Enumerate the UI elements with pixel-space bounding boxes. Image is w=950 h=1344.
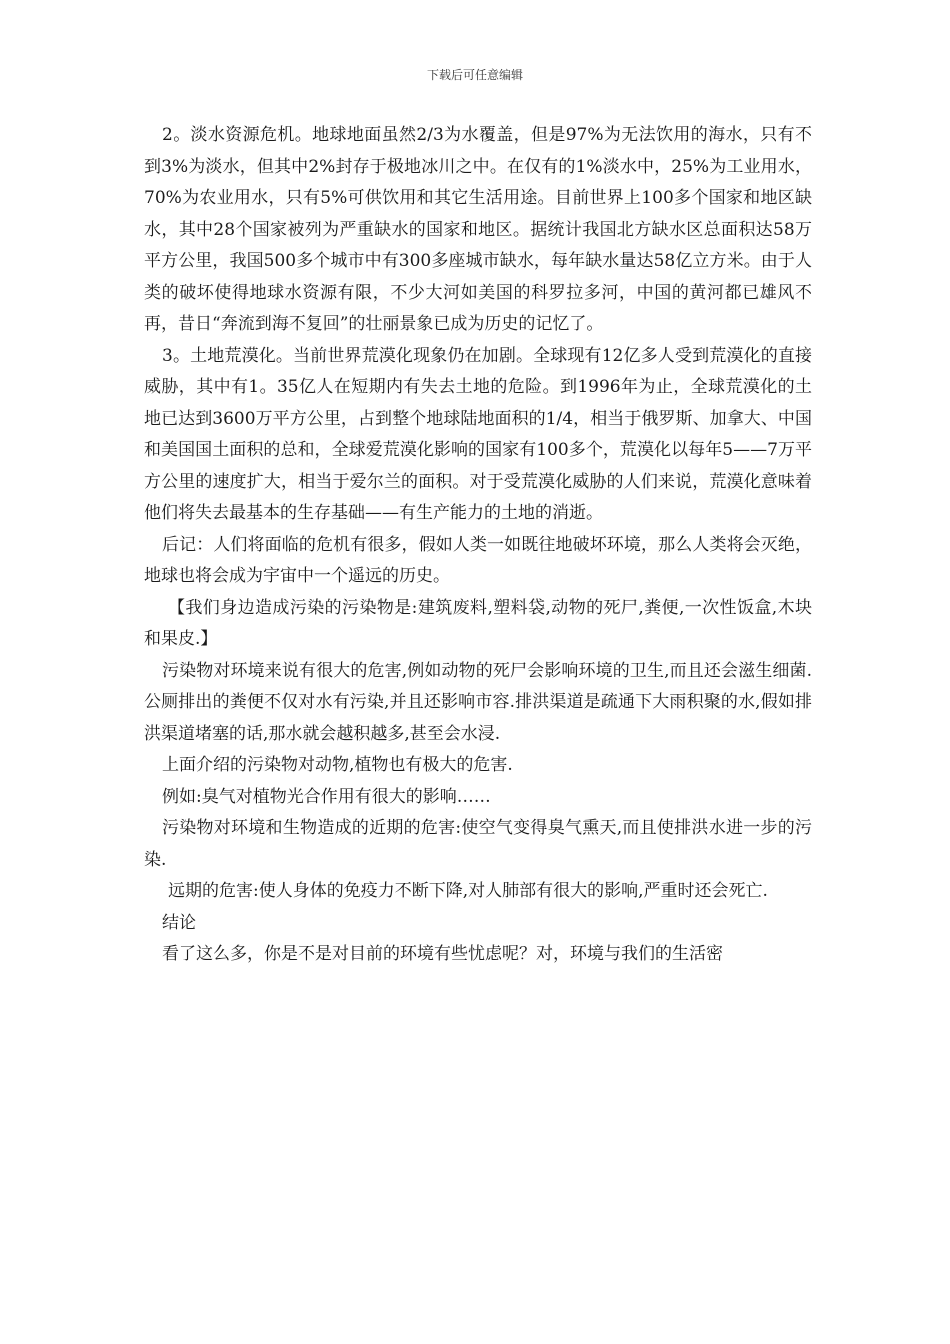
- paragraph-long-term-harm: 远期的危害:使人身体的免疫力不断下降,对人肺部有很大的影响,严重时还会死亡.: [168, 881, 768, 901]
- paragraph-desertification: 3。土地荒漠化。当前世界荒漠化现象仍在加剧。全球现有12亿多人受到荒漠化的直接威胁，其中有1。35亿人在短期内有失去土地的危险。到1996年为止，全球荒漠化的土地已达到3600万平方公里，占到整个地球陆地面积的1/4，相当于俄罗斯、加拿大、中国和美国国土面积的总和，全球爱荒漠化影响的国家有100多个，荒漠化以每年5——7万平方公里的速度扩大，相当于爱尔兰的面积。对于受荒漠化威胁的人们来说，荒漠化意味着他们将失去最基本的生存基础——有生产能力的土地的消逝。: [144, 345, 812, 523]
- page-header: 下载后可任意编辑: [426, 68, 523, 82]
- paragraph-pollutants-list: 【我们身边造成污染的污染物是:建筑废料,塑料袋,动物的死尸,粪便,一次性饭盒,木块和果皮.】: [144, 597, 812, 649]
- paragraph-pollutant-harm: 污染物对环境来说有很大的危害,例如动物的死尸会影响环境的卫生,而且还会滋生细菌.公厕排出的粪便不仅对水有污染,并且还影响市容.排洪渠道是疏通下大雨积聚的水,假如排洪渠道堵塞的话,那水就会越积越多,甚至会水浸.: [144, 660, 812, 744]
- paragraph-plant-animal-harm: 上面介绍的污染物对动物,植物也有极大的危害.: [162, 755, 513, 775]
- paragraph-short-term-harm: 污染物对环境和生物造成的近期的危害:使空气变得臭气熏天,而且使排洪水进一步的污染.: [144, 818, 812, 870]
- paragraph-afterword: 后记：人们将面临的危机有很多，假如人类一如既往地破坏环境，那么人类将会灭绝，地球也将会成为宇宙中一个遥远的历史。: [144, 534, 812, 586]
- document-body: [144, 120, 812, 971]
- paragraph-example: 例如:臭气对植物光合作用有很大的影响……: [162, 786, 491, 807]
- paragraph-conclusion: 看了这么多，你是不是对目前的环境有些忧虑呢？对，环境与我们的生活密: [162, 944, 723, 964]
- paragraph-water-crisis: 2。淡水资源危机。地球地面虽然2/3为水覆盖，但是97%为无法饮用的海水，只有不到3%为淡水，但其中2%封存于极地冰川之中。在仅有的1%淡水中，25%为工业用水，70%为农业用水，只有5%可供饮用和其它生活用途。目前世界上100多个国家和地区缺水，其中28个国家被列为严重缺水的国家和地区。据统计我国北方缺水区总面积达58万平方公里，我国500多个城市中有300多座城市缺水，每年缺水量达58亿立方米。由于人类的破坏使得地球水资源有限，不少大河如美国的科罗拉多河，中国的黄河都已雄风不再，昔日“奔流到海不复回”的壮丽景象已成为历史的记忆了。: [144, 125, 812, 334]
- heading-conclusion: 结论: [162, 912, 196, 933]
